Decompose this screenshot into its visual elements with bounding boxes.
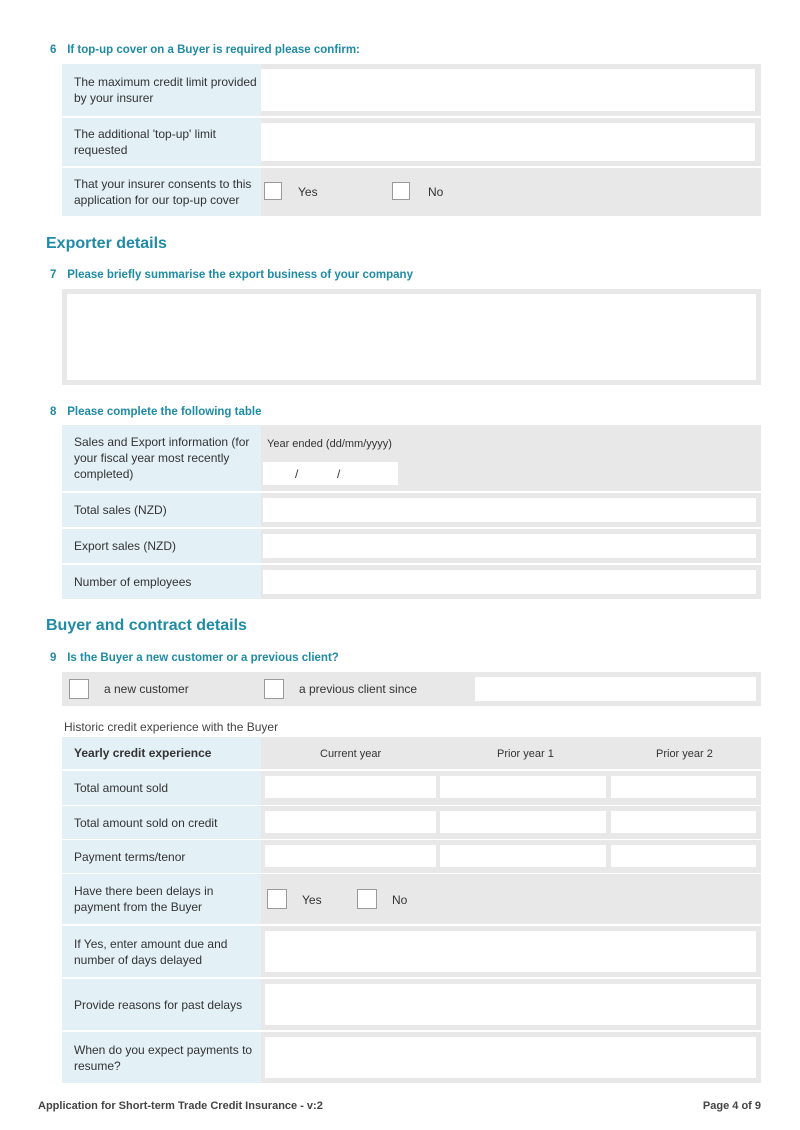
topup-limit-label: The additional 'top-up' limit requested: [62, 118, 261, 166]
total-amount-sold-label: Total amount sold: [62, 771, 261, 805]
q6-row-insurer-consent: [62, 168, 761, 216]
total-sold-current-input[interactable]: [265, 776, 436, 798]
payment-terms-current-input[interactable]: [265, 845, 436, 867]
previous-client-label: a previous client since: [299, 682, 418, 696]
year-ended-label: Year ended (dd/mm/yyyy): [267, 438, 392, 450]
question-number: 7: [50, 269, 57, 281]
delays-label: Have there been delays in payment from the Buyer: [62, 874, 261, 924]
credit-row-total-sold: [62, 771, 761, 805]
new-customer-label: a new customer: [104, 682, 189, 696]
current-year-header: Current year: [320, 748, 382, 760]
credit-table-header: [62, 737, 761, 769]
max-credit-limit-input[interactable]: [261, 69, 755, 111]
insurer-consent-label: That your insurer consents to this application for our top-up cover: [62, 168, 261, 216]
resume-label: When do you expect payments to resume?: [62, 1032, 261, 1083]
q8-row-employees: [62, 565, 761, 599]
previous-client-checkbox[interactable]: [264, 679, 284, 699]
date-slash-2: /: [337, 467, 341, 481]
buyer-contract-details-title: Buyer and contract details: [46, 617, 247, 634]
question-number: 8: [50, 406, 57, 418]
yearly-credit-header: Yearly credit experience: [62, 737, 261, 769]
exporter-details-title: Exporter details: [46, 235, 167, 252]
question-text: If top-up cover on a Buyer is required please confirm:: [67, 44, 360, 56]
previous-client-since-input[interactable]: [475, 677, 756, 701]
historic-credit-title: Historic credit experience with the Buyer: [64, 720, 279, 734]
consent-yes-checkbox[interactable]: [264, 182, 282, 200]
question-text: Is the Buyer a new customer or a previous client?: [67, 652, 339, 664]
export-sales-label: Export sales (NZD): [62, 529, 261, 563]
employees-input[interactable]: [263, 570, 756, 594]
consent-no-label: No: [428, 185, 444, 199]
q8-row-export-sales: [62, 529, 761, 563]
delays-yes-checkbox[interactable]: [267, 889, 287, 909]
amount-due-input[interactable]: [265, 931, 756, 972]
q8-row-total-sales: [62, 493, 761, 527]
prior-year-1-header: Prior year 1: [497, 748, 554, 760]
amount-due-label: If Yes, enter amount due and number of days delayed: [62, 926, 261, 977]
new-customer-checkbox[interactable]: [69, 679, 89, 699]
total-sales-label: Total sales (NZD): [62, 493, 261, 527]
total-sales-input[interactable]: [263, 498, 756, 522]
question-8: [50, 406, 261, 418]
q8-row-sales-info: [62, 425, 761, 491]
prior-year-2-header: Prior year 2: [656, 748, 713, 760]
credit-row-resume: [62, 1032, 761, 1083]
credit-row-amount-due: [62, 926, 761, 977]
max-credit-limit-label: The maximum credit limit provided by your insurer: [62, 64, 261, 116]
total-sold-credit-label: Total amount sold on credit: [62, 806, 261, 839]
consent-no-checkbox[interactable]: [392, 182, 410, 200]
credit-row-reasons: [62, 979, 761, 1030]
delays-no-label: No: [392, 893, 408, 907]
question-6: [50, 44, 360, 56]
q6-row-max-limit: [62, 64, 761, 116]
credit-row-delays: [62, 874, 761, 924]
export-sales-input[interactable]: [263, 534, 756, 558]
payment-terms-prior1-input[interactable]: [440, 845, 606, 867]
payment-terms-label: Payment terms/tenor: [62, 840, 261, 873]
year-ended-date-input[interactable]: [263, 462, 398, 485]
question-text: Please briefly summarise the export business of your company: [67, 269, 413, 281]
consent-yes-label: Yes: [298, 185, 318, 199]
export-business-summary-textarea[interactable]: [67, 294, 756, 380]
sold-credit-prior1-input[interactable]: [440, 811, 606, 833]
employees-label: Number of employees: [62, 565, 261, 599]
page-number: Page 4 of 9: [702, 1100, 761, 1112]
reasons-label: Provide reasons for past delays: [62, 979, 261, 1030]
reasons-input[interactable]: [265, 984, 756, 1025]
delays-yes-label: Yes: [302, 893, 322, 907]
date-slash-1: /: [295, 467, 299, 481]
delays-no-checkbox[interactable]: [357, 889, 377, 909]
question-9: [50, 652, 339, 664]
q9-row-customer-type: [62, 672, 761, 706]
question-7: [50, 269, 413, 281]
resume-input[interactable]: [265, 1037, 756, 1078]
sold-credit-current-input[interactable]: [265, 811, 436, 833]
sales-export-info-label: Sales and Export information (for your fiscal year most recently completed): [62, 425, 261, 491]
sold-credit-prior2-input[interactable]: [611, 811, 756, 833]
total-sold-prior1-input[interactable]: [440, 776, 606, 798]
q7-row: [62, 289, 761, 385]
credit-row-sold-on-credit: [62, 806, 761, 839]
question-text: Please complete the following table: [67, 406, 262, 418]
question-number: 9: [50, 652, 57, 664]
footer-title: Application for Short-term Trade Credit Insurance - v:2: [38, 1100, 323, 1112]
topup-limit-input[interactable]: [261, 123, 755, 161]
total-sold-prior2-input[interactable]: [611, 776, 756, 798]
question-number: 6: [50, 44, 57, 56]
credit-row-payment-terms: [62, 840, 761, 873]
q6-row-topup-limit: [62, 118, 761, 166]
payment-terms-prior2-input[interactable]: [611, 845, 756, 867]
